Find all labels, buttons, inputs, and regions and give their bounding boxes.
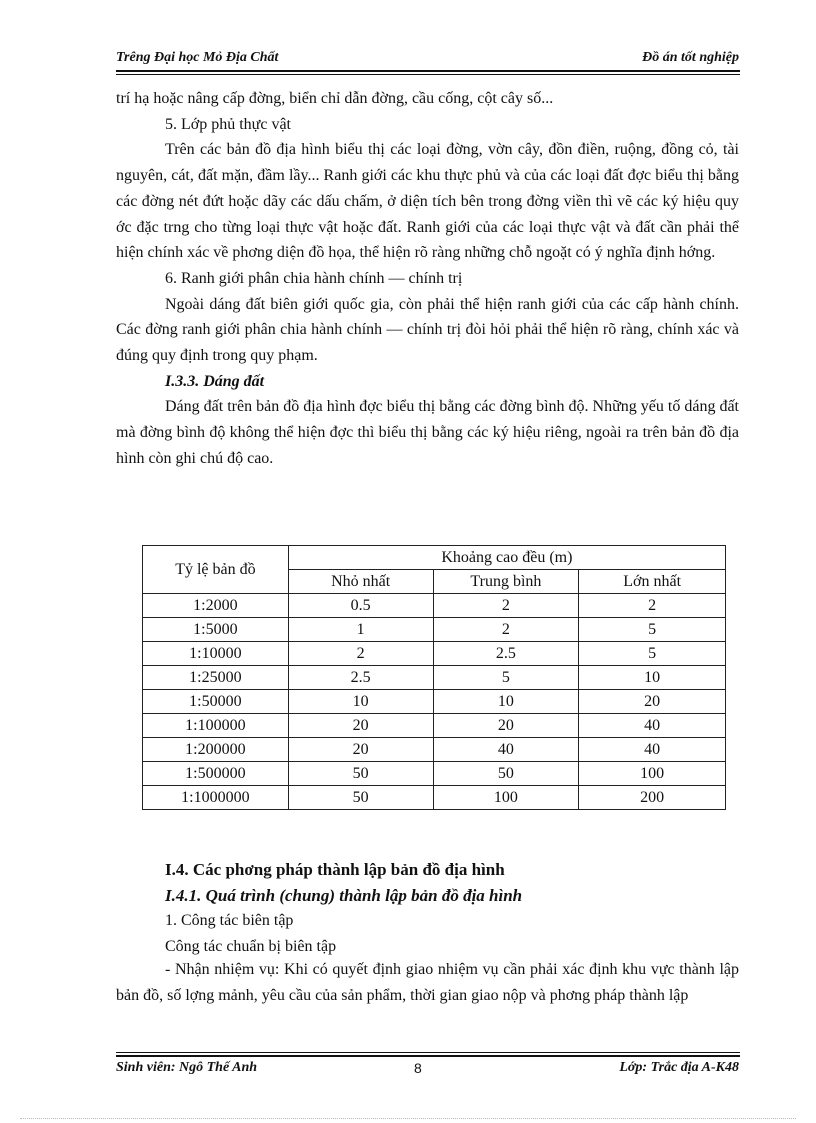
cell-max: 5 [579, 642, 726, 666]
cell-max: 200 [579, 786, 726, 810]
footer-student: Sinh viên: Ngô Thế Anh [116, 1060, 258, 1075]
cell-max: 100 [579, 762, 726, 786]
paragraph-boundaries: Ngoài dáng đất biên giới quốc gia, còn phải thể hiện ranh giới của các cấp hành chính. Các đờng ranh giới phân chia hành chính — chính trị đòi hỏi phải thể hiện rõ ràng, chính xác và đúng quy định trong quy phạm. [116, 295, 739, 365]
table-row [143, 594, 726, 618]
table-row [143, 714, 726, 738]
cell-mid: 10 [433, 690, 579, 714]
cell-min: 20 [288, 738, 433, 762]
table-row [143, 762, 726, 786]
heading-1-4: I.4. Các phơng pháp thành lập bản đồ địa hình [165, 860, 505, 879]
page-bottom-dotted-line [20, 1118, 796, 1119]
page-header [116, 50, 739, 70]
heading-1-3-3: I.3.3. Dáng đất [165, 372, 265, 390]
cell-min: 2 [288, 642, 433, 666]
header-doc-type: Đồ án tốt nghiệp [642, 50, 739, 65]
table-row [143, 786, 726, 810]
cell-mid: 20 [433, 714, 579, 738]
cell-scale: 1:500000 [143, 762, 289, 786]
page-number: 8 [414, 1060, 422, 1076]
cell-scale: 1:50000 [143, 690, 289, 714]
cell-min: 50 [288, 762, 433, 786]
cell-scale: 1:25000 [143, 666, 289, 690]
cell-mid: 50 [433, 762, 579, 786]
header-scale: Tỷ lệ bản đồ [143, 546, 289, 594]
cell-min: 0.5 [288, 594, 433, 618]
list-item-1: 1. Công tác biên tập [165, 912, 294, 930]
header-rule-thick [116, 70, 740, 72]
cell-min: 50 [288, 786, 433, 810]
body-text [116, 86, 739, 472]
cell-max: 40 [579, 738, 726, 762]
header-rule-thin [116, 74, 740, 75]
list-item-6: 6. Ranh giới phân chia hành chính — chính trị [165, 269, 463, 287]
cell-min: 10 [288, 690, 433, 714]
header-mid: Trung bình [433, 570, 579, 594]
table-row [143, 642, 726, 666]
header-max: Lớn nhất [579, 570, 726, 594]
cell-scale: 1:5000 [143, 618, 289, 642]
paragraph-continuation: trí hạ hoặc nâng cấp đờng, biển chỉ dẫn đờng, cầu cống, cột cây số... [116, 90, 554, 107]
cell-scale: 1:1000000 [143, 786, 289, 810]
cell-mid: 2 [433, 594, 579, 618]
table-row [143, 618, 726, 642]
contour-interval-table [142, 545, 726, 810]
cell-max: 2 [579, 594, 726, 618]
paragraph-relief: Dáng đất trên bản đồ địa hình đợc biểu thị bằng các đờng bình độ. Những yếu tố dáng đất mà đờng bình độ không thể hiện đợc thì biểu thị bằng các ký hiệu riêng, ngoài ra trên bản đồ địa hình còn ghi chú độ cao. [116, 398, 739, 467]
cell-mid: 40 [433, 738, 579, 762]
cell-min: 1 [288, 618, 433, 642]
cell-max: 5 [579, 618, 726, 642]
footer-rule-thick [116, 1055, 740, 1057]
table-row [143, 690, 726, 714]
table-row [143, 666, 726, 690]
cell-max: 20 [579, 690, 726, 714]
section-1-4 [165, 857, 740, 960]
cell-scale: 1:10000 [143, 642, 289, 666]
paragraph-task: - Nhận nhiệm vụ: Khi có quyết định giao nhiệm vụ cần phải xác định khu vực thành lập bản đồ, số lợng mảnh, yêu cầu của sản phẩm, thời gian giao nộp và phơng pháp thành lập [116, 961, 739, 1004]
footer-rule-thin [116, 1052, 740, 1053]
cell-max: 40 [579, 714, 726, 738]
cell-scale: 1:2000 [143, 594, 289, 618]
page-footer [116, 1060, 739, 1080]
cell-scale: 1:200000 [143, 738, 289, 762]
cell-mid: 2.5 [433, 642, 579, 666]
body-text-tail [116, 957, 739, 1008]
header-contour-interval: Khoảng cao đều (m) [288, 546, 725, 570]
header-university: Trêng Đại học Mỏ Địa Chất [116, 50, 279, 65]
cell-min: 20 [288, 714, 433, 738]
table-row [143, 738, 726, 762]
cell-scale: 1:100000 [143, 714, 289, 738]
heading-1-4-1: I.4.1. Quá trình (chung) thành lập bản đồ địa hình [165, 885, 523, 905]
cell-mid: 100 [433, 786, 579, 810]
cell-mid: 2 [433, 618, 579, 642]
footer-class: Lớp: Trắc địa A-K48 [619, 1060, 739, 1075]
cell-max: 10 [579, 666, 726, 690]
cell-mid: 5 [433, 666, 579, 690]
paragraph-vegetation: Trên các bản đồ địa hình biểu thị các loại đờng, vờn cây, đồn điền, ruộng, đồng cỏ, tài nguyên, cát, đất mặn, đầm lầy... Ranh giới các khu thực phủ và của các loại đất đợc biểu thị bằng các đờng nét đứt hoặc dãy các dấu chấm, ở diện tích bên trong đờng viền thì vẽ các ký hiệu quy ớc đặc trng cho từng loại thực vật hoặc đất. Ranh giới của các loại thực vật và đất cần phải thể hiện chính xác về phơng diện đồ họa, thể hiện rõ ràng những chỗ ngoặt có ý nghĩa định hớng. [116, 141, 739, 262]
list-item-5: 5. Lớp phủ thực vật [165, 115, 291, 133]
subheading-preparation: Công tác chuẩn bị biên tập [165, 938, 337, 956]
cell-min: 2.5 [288, 666, 433, 690]
header-min: Nhỏ nhất [288, 570, 433, 594]
